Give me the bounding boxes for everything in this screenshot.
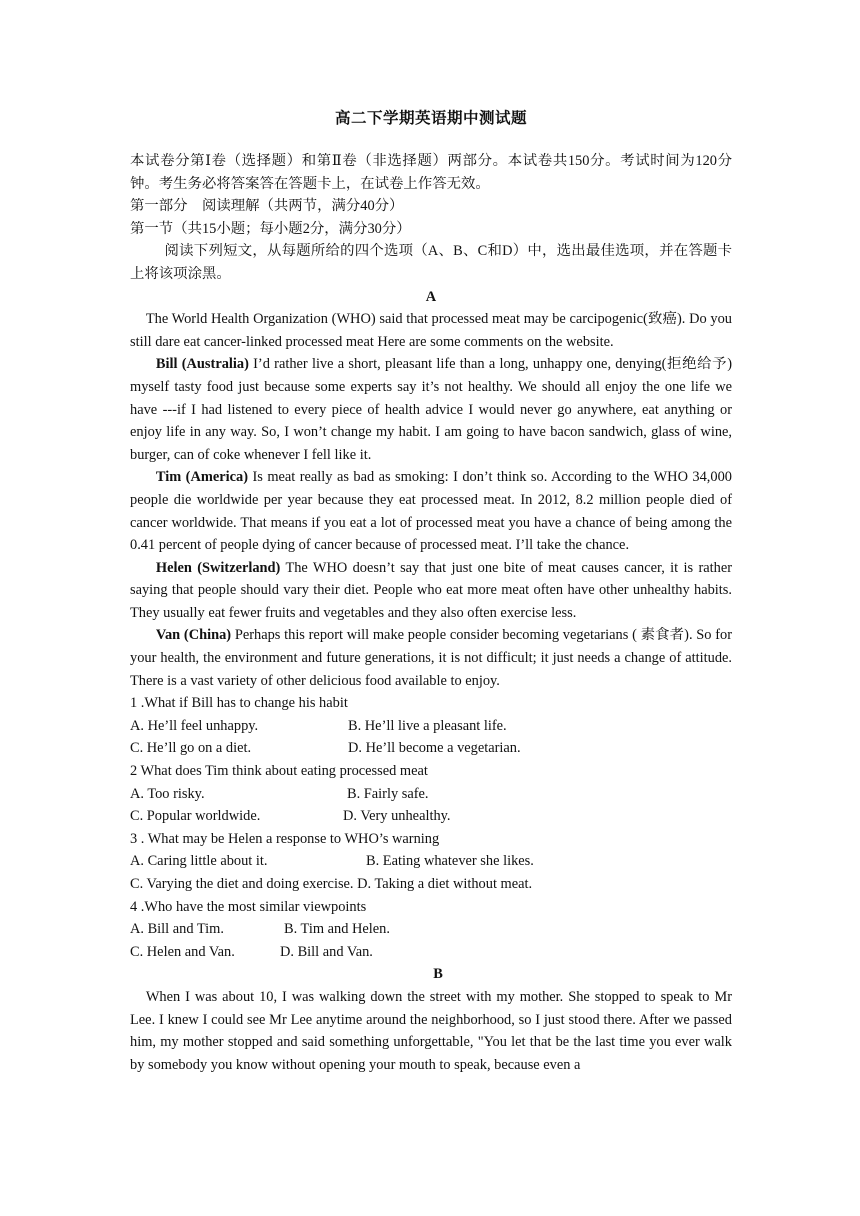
intro-paragraph: 本试卷分第Ⅰ卷（选择题）和第Ⅱ卷（非选择题）两部分。本试卷共150分。考试时间为120分钟。考生务必将答案答在答题卡上，在试卷上作答无效。	[130, 153, 732, 192]
option: C. He’ll go on a diet.	[130, 740, 252, 757]
question-stem: 2 What does Tim think about eating processed meat	[130, 763, 428, 780]
comment-text: Is meat really as bad as smoking: I don’t think so. According to the WHO 34,000 people die worldwide per year because they eat processed meat. In 2012, 8.2 million people died of cancer worldwide. That means if you eat a lot of processed meat you have a chance of being among the 0.41 percent of people dying of cancer because of processed meat. I’ll take the chance.	[130, 469, 732, 554]
option: B. Tim and Helen.	[284, 921, 390, 938]
option-row	[130, 918, 732, 941]
passage-a-lead: The World Health Organization (WHO) said that processed meat may be carcipogenic(致癌). Do you still dare eat cancer-linked processed meat Here are some comments on the website.	[130, 311, 732, 350]
comment-text: Perhaps this report will make people consider becoming vegetarians ( 素食者). So for your health, the environment and future generations, it is not difficult; it just needs a change of attitude. There is a vast variety of other delicious food available to enjoy.	[130, 627, 733, 689]
option-row	[130, 783, 732, 806]
page-title: 高二下学期英语期中测试题	[334, 110, 527, 127]
instructions: 阅读下列短文，从每题所给的四个选项（A、B、C和D）中，选出最佳选项，并在答题卡上将该项涂黑。	[130, 243, 732, 282]
comment-tim	[130, 466, 732, 556]
commenter-name: Bill (Australia)	[155, 356, 249, 373]
option-row	[130, 715, 732, 738]
option: A. Caring little about it.	[130, 853, 268, 870]
option-row	[130, 737, 732, 760]
part-heading: 第一部分 阅读理解（共两节，满分40分）	[130, 198, 404, 215]
comment-text: I’d rather live a short, pleasant life than a long, unhappy one, denying(拒绝给予) myself tasty food just because some experts say it’s not healthy. We should all enjoy the one life we have ---if I had listened to every piece of health advice I would never go anywhere, eat anything or enjoy life in any way. So, I won’t change my habit. I am going to have bacon sandwich, glass of wine, burger, can of coke whenever I fell like it.	[130, 356, 732, 463]
commenter-name: Tim (America)	[155, 469, 249, 486]
section-heading: 第一节（共15小题；每小题2分，满分30分）	[130, 220, 411, 237]
option: B. Eating whatever she likes.	[366, 853, 534, 870]
option: A. Bill and Tim.	[130, 921, 224, 938]
question-stem: 3 . What may be Helen a response to WHO’s warning	[130, 830, 440, 847]
option: B. He’ll live a pleasant life.	[348, 717, 507, 734]
option: C. Varying the diet and doing exercise. D. Taking a diet without meat.	[130, 876, 533, 892]
commenter-name: Van (China)	[155, 627, 232, 644]
option-row	[130, 873, 732, 896]
option: D. He’ll become a vegetarian.	[348, 740, 521, 757]
comment-text: The WHO doesn’t say that just one bite of meat causes cancer, it is rather saying that people should vary their diet. People who eat more meat often have other unhealthy habits. They usually eat fewer fruits and vegetables and they also often exercise less.	[130, 559, 732, 621]
passage-a-letter: A	[425, 288, 437, 305]
option-row	[130, 805, 732, 828]
commenter-name: Helen (Switzerland)	[155, 559, 281, 576]
exam-body	[130, 150, 732, 1076]
option: D. Bill and Van.	[280, 943, 373, 960]
option: C. Popular worldwide.	[130, 808, 261, 825]
comment-bill	[130, 353, 732, 466]
question-stem: 1 .What if Bill has to change his habit	[130, 695, 348, 712]
option: C. Helen and Van.	[130, 943, 235, 960]
option-row	[130, 850, 732, 873]
option: A. He’ll feel unhappy.	[130, 717, 259, 734]
option-row	[130, 941, 732, 964]
comment-van	[130, 624, 732, 692]
passage-b-text: When I was about 10, I was walking down the street with my mother. She stopped to speak to Mr Lee. I knew I could see Mr Lee anytime around the neighborhood, so I just stood there. After we passed him, my mother stopped and said something unforgettable, "You let that be the last time you ever walk by somebody you know without opening your mouth to speak, because even a	[130, 988, 732, 1073]
option: B. Fairly safe.	[347, 785, 429, 802]
option: D. Very unhealthy.	[343, 808, 451, 825]
comment-helen	[130, 557, 732, 625]
question-stem: 4 .Who have the most similar viewpoints	[130, 898, 367, 915]
passage-b-letter: B	[433, 966, 443, 983]
option: A. Too risky.	[130, 785, 205, 802]
